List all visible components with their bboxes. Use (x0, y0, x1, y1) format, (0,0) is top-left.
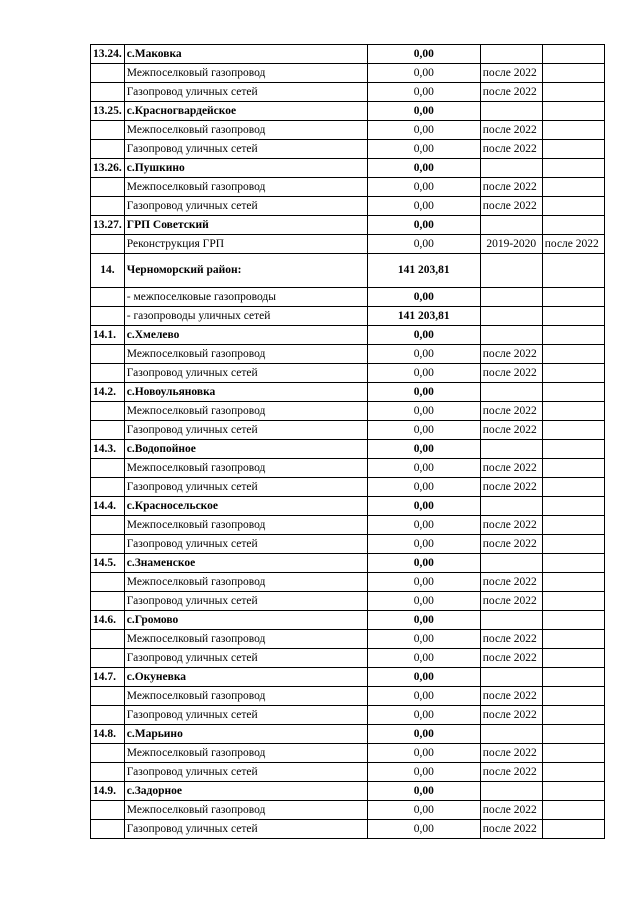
row-period-extra (542, 421, 604, 440)
table-row (91, 820, 605, 839)
table-row (91, 402, 605, 421)
table-row (91, 459, 605, 478)
row-period: после 2022 (480, 402, 542, 421)
row-value: 0,00 (367, 592, 480, 611)
row-period-extra (542, 102, 604, 121)
table-row (91, 440, 605, 459)
row-name: Межпоселковый газопровод (124, 178, 367, 197)
row-number (91, 178, 125, 197)
row-period-extra (542, 820, 604, 839)
row-name: Межпоселковый газопровод (124, 687, 367, 706)
row-period: после 2022 (480, 178, 542, 197)
row-period-extra (542, 364, 604, 383)
row-value: 0,00 (367, 535, 480, 554)
row-number (91, 307, 125, 326)
row-number (91, 706, 125, 725)
row-value: 0,00 (367, 345, 480, 364)
table-row (91, 216, 605, 235)
row-number: 14.2. (91, 383, 125, 402)
row-value: 141 203,81 (367, 307, 480, 326)
row-period-extra (542, 535, 604, 554)
row-period (480, 326, 542, 345)
row-period-extra (542, 573, 604, 592)
row-name: с.Красносельское (124, 497, 367, 516)
table-row (91, 478, 605, 497)
table-row (91, 83, 605, 102)
table-row (91, 307, 605, 326)
gas-pipeline-table (90, 44, 605, 839)
row-period (480, 288, 542, 307)
row-name: Межпоселковый газопровод (124, 573, 367, 592)
table-row (91, 592, 605, 611)
row-name: с.Марьино (124, 725, 367, 744)
row-number (91, 288, 125, 307)
row-number (91, 516, 125, 535)
row-name: с.Знаменское (124, 554, 367, 573)
table-row (91, 706, 605, 725)
row-period-extra (542, 725, 604, 744)
row-period-extra (542, 326, 604, 345)
row-period (480, 440, 542, 459)
row-name: ГРП Советский (124, 216, 367, 235)
row-period: после 2022 (480, 573, 542, 592)
row-period-extra (542, 782, 604, 801)
row-value: 0,00 (367, 706, 480, 725)
row-value: 0,00 (367, 64, 480, 83)
row-number (91, 763, 125, 782)
row-period-extra (542, 611, 604, 630)
row-number: 14.6. (91, 611, 125, 630)
row-name: Межпоселковый газопровод (124, 402, 367, 421)
row-value: 0,00 (367, 763, 480, 782)
row-name: Газопровод уличных сетей (124, 478, 367, 497)
row-period-extra (542, 649, 604, 668)
row-name: Газопровод уличных сетей (124, 83, 367, 102)
row-period (480, 383, 542, 402)
row-value: 0,00 (367, 235, 480, 254)
row-period-extra (542, 197, 604, 216)
row-period: после 2022 (480, 630, 542, 649)
row-number (91, 630, 125, 649)
table-row (91, 535, 605, 554)
row-period: после 2022 (480, 345, 542, 364)
row-number (91, 573, 125, 592)
row-number (91, 459, 125, 478)
table-row (91, 178, 605, 197)
row-value: 0,00 (367, 554, 480, 573)
row-period: после 2022 (480, 687, 542, 706)
row-name: Межпоселковый газопровод (124, 516, 367, 535)
table-body (91, 45, 605, 839)
row-value: 0,00 (367, 744, 480, 763)
row-name: с.Громово (124, 611, 367, 630)
row-period-extra (542, 402, 604, 421)
row-number (91, 535, 125, 554)
row-name: Газопровод уличных сетей (124, 364, 367, 383)
row-name: Реконструкция ГРП (124, 235, 367, 254)
row-period: после 2022 (480, 83, 542, 102)
row-period-extra (542, 45, 604, 64)
table-row (91, 45, 605, 64)
row-value: 0,00 (367, 573, 480, 592)
row-name: Газопровод уличных сетей (124, 706, 367, 725)
row-number (91, 83, 125, 102)
table-row (91, 649, 605, 668)
table-row (91, 383, 605, 402)
row-name: Межпоселковый газопровод (124, 64, 367, 83)
table-row (91, 687, 605, 706)
row-period: после 2022 (480, 706, 542, 725)
row-name: с.Маковка (124, 45, 367, 64)
row-value: 0,00 (367, 421, 480, 440)
table-row (91, 668, 605, 687)
row-value: 0,00 (367, 159, 480, 178)
row-value: 0,00 (367, 725, 480, 744)
row-period (480, 725, 542, 744)
row-period-extra (542, 668, 604, 687)
row-name: - газопроводы уличных сетей (124, 307, 367, 326)
row-number: 13.26. (91, 159, 125, 178)
row-name: Газопровод уличных сетей (124, 649, 367, 668)
row-name: с.Новоульяновка (124, 383, 367, 402)
row-period-extra: после 2022 (542, 235, 604, 254)
row-name: с.Хмелево (124, 326, 367, 345)
row-period: после 2022 (480, 364, 542, 383)
table-row (91, 64, 605, 83)
row-number (91, 649, 125, 668)
row-number: 14.9. (91, 782, 125, 801)
table-row (91, 421, 605, 440)
table-row (91, 763, 605, 782)
row-period-extra (542, 801, 604, 820)
row-period-extra (542, 687, 604, 706)
row-name: Межпоселковый газопровод (124, 345, 367, 364)
row-value: 0,00 (367, 801, 480, 820)
row-number: 14.1. (91, 326, 125, 345)
row-period: после 2022 (480, 801, 542, 820)
row-number (91, 592, 125, 611)
row-value: 0,00 (367, 497, 480, 516)
row-value: 0,00 (367, 478, 480, 497)
row-period: после 2022 (480, 459, 542, 478)
row-number: 14.8. (91, 725, 125, 744)
row-period: после 2022 (480, 820, 542, 839)
row-period (480, 668, 542, 687)
row-number (91, 121, 125, 140)
row-value: 0,00 (367, 364, 480, 383)
row-name: Газопровод уличных сетей (124, 592, 367, 611)
row-name: Черноморский район: (124, 254, 367, 288)
row-value: 0,00 (367, 440, 480, 459)
row-name: Газопровод уличных сетей (124, 140, 367, 159)
row-name: с.Задорное (124, 782, 367, 801)
row-name: Межпоселковый газопровод (124, 744, 367, 763)
row-number (91, 364, 125, 383)
row-value: 0,00 (367, 611, 480, 630)
table-row (91, 345, 605, 364)
row-period-extra (542, 497, 604, 516)
row-period-extra (542, 121, 604, 140)
row-period-extra (542, 516, 604, 535)
row-number: 14.4. (91, 497, 125, 516)
row-period-extra (542, 459, 604, 478)
row-number (91, 402, 125, 421)
row-number: 14.3. (91, 440, 125, 459)
row-number (91, 140, 125, 159)
row-name: Межпоселковый газопровод (124, 121, 367, 140)
row-period: после 2022 (480, 421, 542, 440)
row-name: Газопровод уличных сетей (124, 820, 367, 839)
row-value: 0,00 (367, 140, 480, 159)
table-row (91, 159, 605, 178)
row-value: 0,00 (367, 630, 480, 649)
row-name: Газопровод уличных сетей (124, 197, 367, 216)
row-name: Газопровод уличных сетей (124, 763, 367, 782)
row-period (480, 159, 542, 178)
row-value: 0,00 (367, 83, 480, 102)
table-row (91, 140, 605, 159)
row-name: с.Пушкино (124, 159, 367, 178)
row-name: Газопровод уличных сетей (124, 535, 367, 554)
row-period: после 2022 (480, 478, 542, 497)
table-row (91, 725, 605, 744)
row-period-extra (542, 592, 604, 611)
row-value: 0,00 (367, 402, 480, 421)
row-period-extra (542, 706, 604, 725)
row-period-extra (542, 64, 604, 83)
row-period (480, 611, 542, 630)
row-period-extra (542, 159, 604, 178)
row-period (480, 45, 542, 64)
row-value: 0,00 (367, 102, 480, 121)
row-value: 0,00 (367, 121, 480, 140)
row-period-extra (542, 440, 604, 459)
row-period (480, 554, 542, 573)
row-number (91, 687, 125, 706)
row-period-extra (542, 307, 604, 326)
row-number: 14.5. (91, 554, 125, 573)
row-period-extra (542, 178, 604, 197)
table-row (91, 554, 605, 573)
row-number: 14. (91, 254, 125, 288)
row-name: с.Водопойное (124, 440, 367, 459)
row-period-extra (542, 383, 604, 402)
row-period-extra (542, 83, 604, 102)
table-row (91, 801, 605, 820)
row-period-extra (542, 254, 604, 288)
row-value: 0,00 (367, 516, 480, 535)
row-number (91, 421, 125, 440)
row-number: 14.7. (91, 668, 125, 687)
table-row (91, 102, 605, 121)
row-number (91, 801, 125, 820)
row-period: после 2022 (480, 516, 542, 535)
row-name: - межпоселковые газопроводы (124, 288, 367, 307)
row-period: после 2022 (480, 763, 542, 782)
row-number (91, 478, 125, 497)
row-name: с.Окуневка (124, 668, 367, 687)
table-row (91, 744, 605, 763)
row-value: 0,00 (367, 383, 480, 402)
row-period: после 2022 (480, 140, 542, 159)
table-row (91, 288, 605, 307)
row-number (91, 345, 125, 364)
row-name: с.Красногвардейское (124, 102, 367, 121)
table-row (91, 326, 605, 345)
row-number (91, 64, 125, 83)
row-value: 0,00 (367, 687, 480, 706)
row-period: после 2022 (480, 649, 542, 668)
table-row (91, 516, 605, 535)
row-number (91, 744, 125, 763)
row-period (480, 216, 542, 235)
row-period-extra (542, 763, 604, 782)
table-row (91, 254, 605, 288)
row-period (480, 102, 542, 121)
row-name: Газопровод уличных сетей (124, 421, 367, 440)
row-value: 0,00 (367, 326, 480, 345)
table-row (91, 782, 605, 801)
row-value: 0,00 (367, 782, 480, 801)
row-name: Межпоселковый газопровод (124, 630, 367, 649)
table-row (91, 497, 605, 516)
row-period-extra (542, 554, 604, 573)
row-period (480, 307, 542, 326)
row-number: 13.24. (91, 45, 125, 64)
row-number (91, 197, 125, 216)
row-value: 141 203,81 (367, 254, 480, 288)
row-period-extra (542, 630, 604, 649)
row-period-extra (542, 140, 604, 159)
row-number (91, 235, 125, 254)
table-row (91, 630, 605, 649)
row-period-extra (542, 478, 604, 497)
row-period-extra (542, 216, 604, 235)
table-row (91, 573, 605, 592)
row-value: 0,00 (367, 288, 480, 307)
row-value: 0,00 (367, 668, 480, 687)
row-value: 0,00 (367, 178, 480, 197)
row-value: 0,00 (367, 820, 480, 839)
row-value: 0,00 (367, 45, 480, 64)
row-value: 0,00 (367, 197, 480, 216)
row-period: после 2022 (480, 121, 542, 140)
row-period: после 2022 (480, 592, 542, 611)
row-period (480, 782, 542, 801)
row-period: после 2022 (480, 64, 542, 83)
row-number: 13.27. (91, 216, 125, 235)
row-period-extra (542, 744, 604, 763)
row-value: 0,00 (367, 649, 480, 668)
table-row (91, 235, 605, 254)
table-row (91, 611, 605, 630)
table-row (91, 197, 605, 216)
row-value: 0,00 (367, 459, 480, 478)
row-period: 2019-2020 (480, 235, 542, 254)
row-period-extra (542, 288, 604, 307)
row-value: 0,00 (367, 216, 480, 235)
row-number (91, 820, 125, 839)
row-name: Межпоселковый газопровод (124, 459, 367, 478)
row-period (480, 254, 542, 288)
table-row (91, 364, 605, 383)
row-period: после 2022 (480, 744, 542, 763)
table-row (91, 121, 605, 140)
row-period-extra (542, 345, 604, 364)
row-period (480, 497, 542, 516)
row-name: Межпоселковый газопровод (124, 801, 367, 820)
row-period: после 2022 (480, 197, 542, 216)
row-period: после 2022 (480, 535, 542, 554)
row-number: 13.25. (91, 102, 125, 121)
